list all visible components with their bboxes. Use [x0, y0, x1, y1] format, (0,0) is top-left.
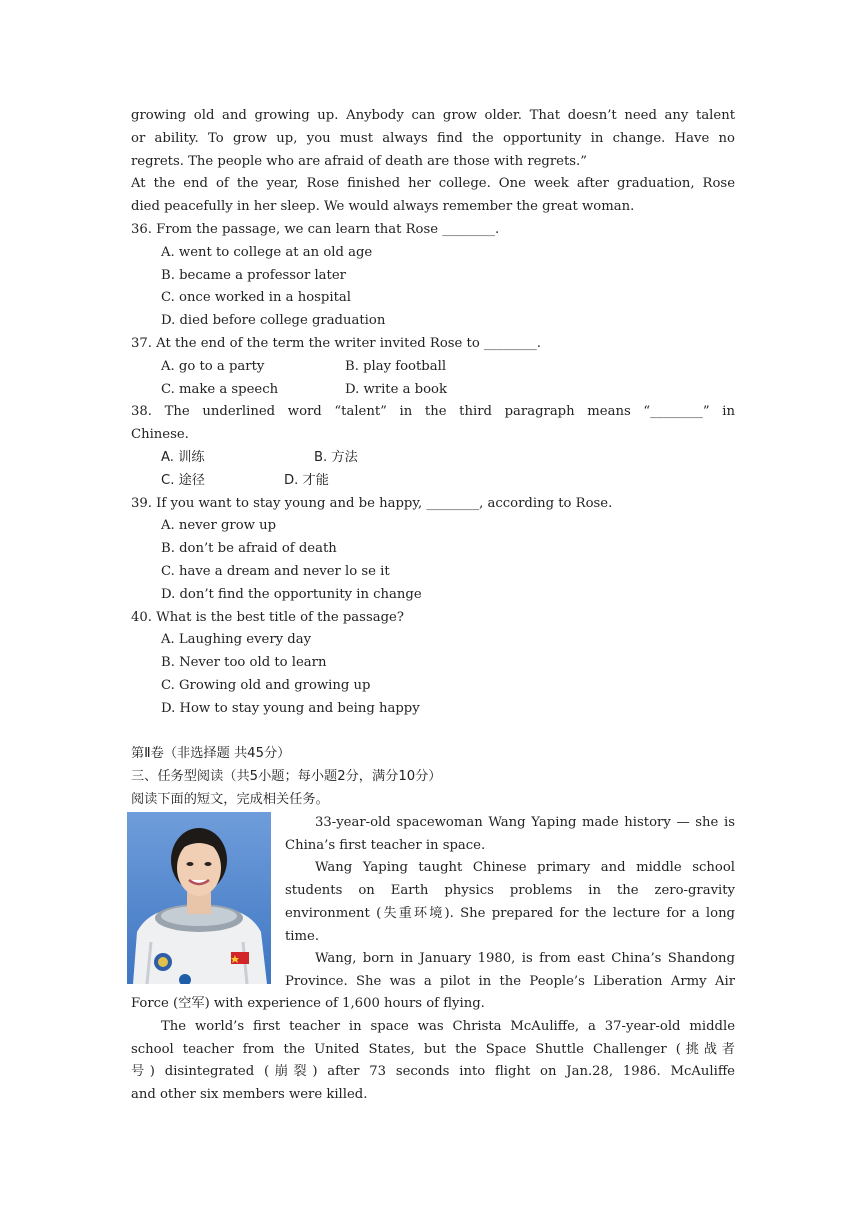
wrapped-text-column: [285, 812, 735, 994]
astronaut-photo: [127, 812, 271, 984]
reading-line: school teacher from the United States, but the Space Shuttle Challenger (挑战者: [131, 1041, 735, 1057]
exam-page: [131, 105, 735, 1107]
question-39-stem: 39. If you want to stay young and be happy, ________, according to Rose.: [131, 495, 613, 511]
q37-options-row2: [131, 379, 735, 402]
passage-line: At the end of the year, Rose finished her college. One week after graduation, Rose: [131, 176, 735, 192]
q38-options-row2: [131, 470, 735, 493]
q37-option-a: A. go to a party: [161, 358, 265, 374]
passage-line: growing old and growing up. Anybody can grow older. That doesn’t need any talent: [131, 108, 735, 123]
q40-option-d: D. How to stay young and being happy: [161, 700, 420, 716]
section-2-title: 第Ⅱ卷（非选择题 共45分）: [131, 746, 291, 762]
question-38-stem: 38. The underlined word “talent” in the third paragraph means “________” in: [131, 404, 735, 420]
reading-line: environment (失重环境). She prepared for the lecture for a long: [285, 905, 735, 921]
q38-options-row1: [131, 447, 735, 470]
question-38-stem-cont: Chinese.: [131, 427, 189, 443]
reading-instruction: 阅读下面的短文，完成相关任务。: [131, 791, 329, 807]
reading-line: Wang, born in January 1980, is from east China’s Shandong: [315, 951, 735, 967]
part-3-heading: 三、任务型阅读（共5小题；每小题2分，满分10分）: [131, 769, 442, 785]
q39-option-c: C. have a dream and never lo se it: [161, 563, 390, 579]
q39-option-a: A. never grow up: [161, 518, 277, 534]
q39-option-b: B. don’t be afraid of death: [161, 541, 337, 557]
q40-option-c: C. Growing old and growing up: [161, 677, 371, 693]
reading-line: time.: [285, 928, 320, 944]
reading-line: Province. She was a pilot in the People’s Liberation Army Air: [285, 974, 735, 990]
q37-option-c: C. make a speech: [161, 381, 279, 397]
q36-option-a: A. went to college at an old age: [161, 244, 373, 260]
q37-option-b: B. play football: [345, 358, 447, 374]
q38-option-b: B. 方法: [314, 449, 358, 465]
spacer: [131, 721, 735, 744]
q37-options-row1: [131, 356, 735, 379]
reading-line: students on Earth physics problems in the zero-gravity: [285, 883, 735, 899]
reading-line: 33-year-old spacewoman Wang Yaping made history — she is: [315, 814, 735, 830]
reading-line: and other six members were killed.: [131, 1087, 368, 1103]
reading-line: Force (空军) with experience of 1,600 hours of flying.: [131, 995, 485, 1011]
q36-option-c: C. once worked in a hospital: [161, 290, 351, 306]
q38-option-d: D. 才能: [284, 472, 329, 488]
question-36-stem: 36. From the passage, we can learn that Rose ________.: [131, 221, 500, 237]
q36-option-d: D. died before college graduation: [161, 313, 386, 329]
question-40-stem: 40. What is the best title of the passage?: [131, 609, 404, 625]
passage-line: or ability. To grow up, you must always find the opportunity in change. Have no: [131, 130, 735, 146]
reading-with-photo: [131, 812, 735, 994]
passage-line: regrets. The people who are afraid of death are those with regrets.”: [131, 153, 587, 169]
q40-option-a: A. Laughing every day: [161, 632, 312, 648]
reading-line: Wang Yaping taught Chinese primary and middle school: [315, 860, 735, 876]
q38-option-a: A. 训练: [161, 449, 205, 465]
reading-line: 号) disintegrated (崩裂) after 73 seconds into flight on Jan.28, 1986. McAuliffe: [131, 1064, 735, 1080]
q38-option-c: C. 途径: [161, 472, 205, 488]
passage-line: died peacefully in her sleep. We would always remember the great woman.: [131, 199, 635, 215]
q36-option-b: B. became a professor later: [161, 267, 346, 283]
reading-line: The world’s first teacher in space was Christa McAuliffe, a 37-year-old middle: [161, 1018, 735, 1034]
q39-option-d: D. don’t find the opportunity in change: [161, 586, 422, 602]
question-37-stem: 37. At the end of the term the writer invited Rose to ________.: [131, 335, 541, 351]
q37-option-d: D. write a book: [345, 381, 447, 397]
q40-option-b: B. Never too old to learn: [161, 655, 327, 671]
reading-line: China’s first teacher in space.: [285, 837, 486, 853]
